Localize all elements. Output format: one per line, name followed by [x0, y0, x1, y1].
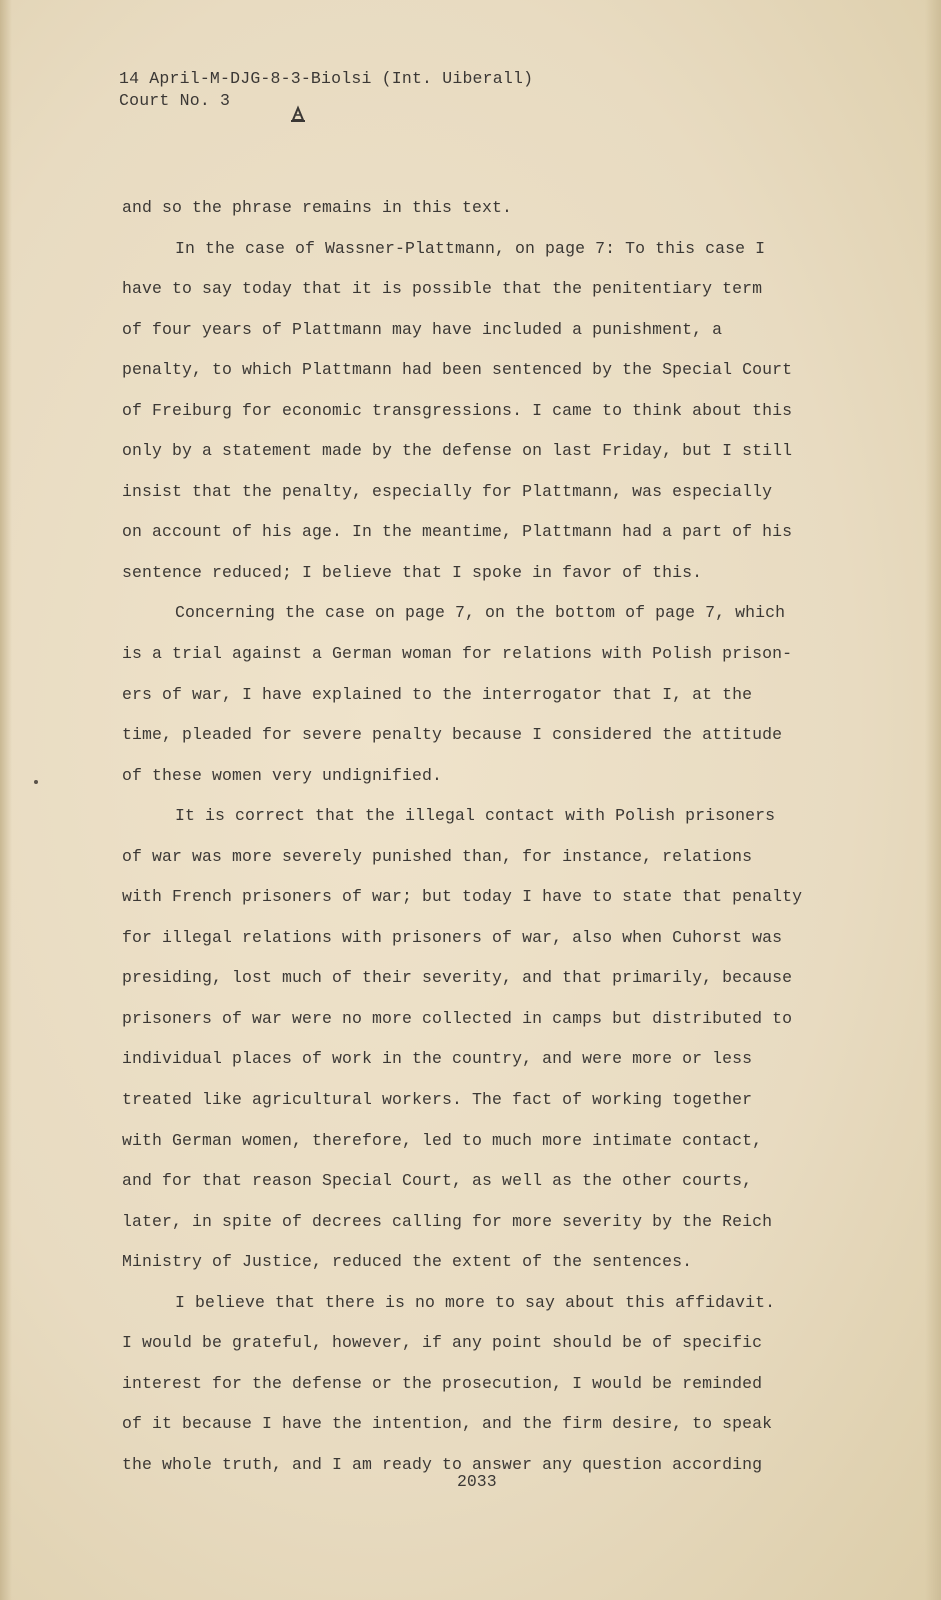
paper-edge-left — [0, 0, 12, 1600]
body-text-line: with French prisoners of war; but today I have to state that penalty — [122, 887, 803, 907]
body-text-line: I would be grateful, however, if any point should be of specific — [122, 1333, 763, 1353]
body-text-line: Concerning the case on page 7, on the bottom of page 7, which — [175, 603, 786, 623]
body-text-line: of these women very undignified. — [122, 765, 443, 785]
body-text-line: individual places of work in the country, and were more or less — [122, 1049, 753, 1069]
body-text-line: I believe that there is no more to say about this affidavit. — [175, 1292, 776, 1312]
paper-edge-right — [925, 0, 941, 1600]
body-text-line: sentence reduced; I believe that I spoke in favor of this. — [122, 562, 703, 582]
body-text-line: ers of war, I have explained to the interrogator that I, at the — [122, 684, 753, 704]
body-text-line: In the case of Wassner-Plattmann, on page 7: To this case I — [175, 238, 766, 258]
body-text-line: later, in spite of decrees calling for more severity by the Reich — [122, 1211, 773, 1231]
body-text-line: of it because I have the intention, and the firm desire, to speak — [122, 1414, 773, 1434]
body-text-line: presiding, lost much of their severity, and that primarily, because — [122, 968, 793, 988]
body-text-line: penalty, to which Plattmann had been sentenced by the Special Court — [122, 360, 793, 380]
body-text-line: and so the phrase remains in this text. — [122, 198, 513, 217]
body-text-line: is a trial against a German woman for relations with Polish prison- — [122, 644, 793, 664]
body-text-line: the whole truth, and I am ready to answer any question according — [122, 1454, 763, 1474]
handwritten-mark-icon — [289, 104, 307, 124]
body-text-line: of Freiburg for economic transgressions. I came to think about this — [122, 400, 793, 420]
body-text-line: for illegal relations with prisoners of war, also when Cuhorst was — [122, 927, 783, 947]
body-text-line: insist that the penalty, especially for Plattmann, was especially — [122, 481, 773, 501]
document-body — [122, 188, 838, 1486]
body-text-line: Ministry of Justice, reduced the extent of the sentences. — [122, 1252, 693, 1272]
body-text-line: It is correct that the illegal contact with Polish prisoners — [175, 806, 776, 826]
paper-speck — [34, 780, 38, 784]
body-text-line: with German women, therefore, led to much more intimate contact, — [122, 1130, 763, 1150]
body-text-line: on account of his age. In the meantime, Plattmann had a part of his — [122, 522, 793, 542]
header-court-line: Court No. 3 — [119, 91, 231, 110]
body-text-line: have to say today that it is possible that the penitentiary term — [122, 279, 763, 299]
body-text-line: treated like agricultural workers. The fact of working together — [122, 1090, 753, 1110]
body-text-line: only by a statement made by the defense on last Friday, but I still — [122, 441, 793, 461]
body-text-line: interest for the defense or the prosecution, I would be reminded — [122, 1373, 763, 1393]
body-text-line: time, pleaded for severe penalty because I considered the attitude — [122, 725, 783, 745]
body-text-line: of four years of Plattmann may have included a punishment, a — [122, 319, 723, 339]
document-header — [119, 68, 533, 112]
body-text-line: prisoners of war were no more collected in camps but distributed to — [122, 1008, 793, 1028]
body-text-line: and for that reason Special Court, as well as the other courts, — [122, 1171, 753, 1191]
body-text-line: of war was more severely punished than, for instance, relations — [122, 846, 753, 866]
header-reference-line: 14 April-M-DJG-8-3-Biolsi (Int. Uiberall) — [119, 69, 534, 88]
page-number: 2033 — [457, 1472, 497, 1491]
